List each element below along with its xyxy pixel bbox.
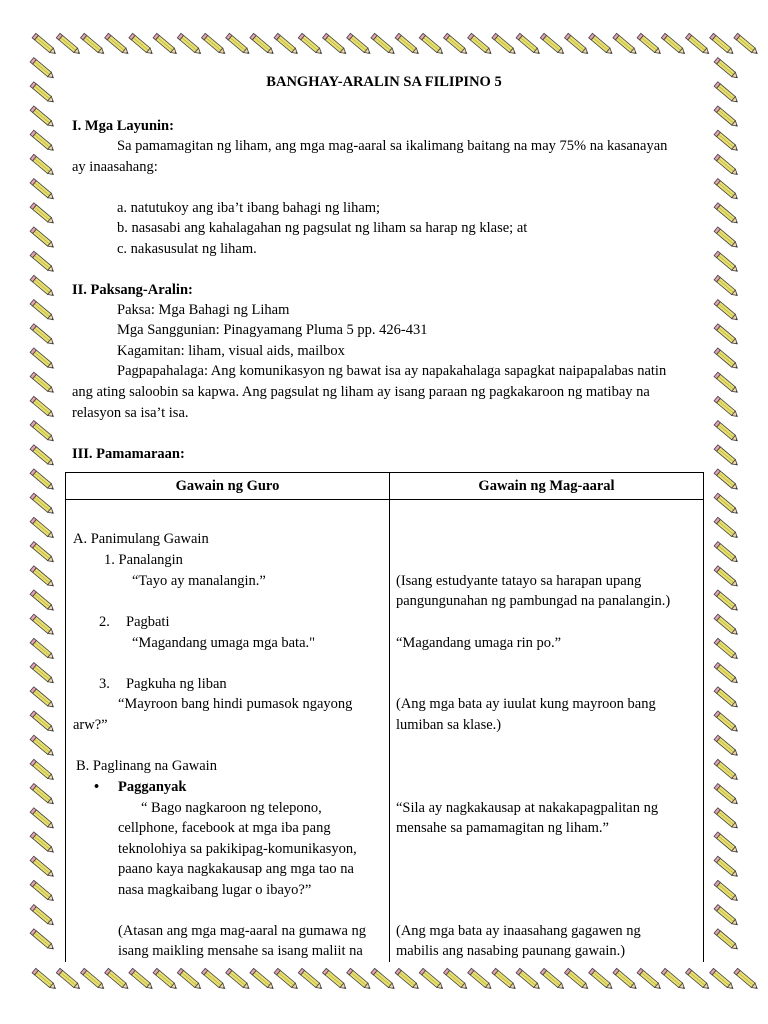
objective-c: c. nakasusulat ng liham. [117, 241, 257, 257]
paglinang-heading: B. Paglinang na Gawain [76, 758, 217, 774]
pagganyak-line4: paano kaya nagkakausap ang mga tao na [118, 861, 354, 877]
objective-b: b. nasasabi ang kahalagahan ng pagsulat ng liham sa harap ng klase; at [117, 220, 528, 236]
column-header-guro: Gawain ng Guro [66, 473, 390, 500]
atas-line2: isang maikling mensahe sa isang maliit na [118, 943, 363, 959]
atas-line1: (Atasan ang mga mag-aaral na gumawa ng [118, 923, 367, 939]
panalangin-item: 1. Panalangin [104, 552, 183, 568]
panalangin-quote: “Tayo ay manalangin.” [132, 573, 266, 589]
guro-cell [66, 500, 390, 963]
response5-line2: mabilis ang nasabing paunang gawain.) [396, 943, 626, 959]
column-header-magaaral: Gawain ng Mag-aaral [390, 473, 704, 500]
response3-line2: lumiban sa klase.) [396, 717, 502, 733]
panimulang-gawain-heading: A. Panimulang Gawain [73, 531, 209, 547]
response5-line1: (Ang mga bata ay inaasahang gagawen ng [396, 923, 641, 939]
response4-line2: mensahe sa pamamagitan ng liham.” [396, 820, 609, 836]
document-title: BANGHAY-ARALIN SA FILIPINO 5 [266, 74, 502, 90]
pagkuha-number: 3. [99, 676, 110, 692]
pagkuha-item: Pagkuha ng liban [126, 676, 227, 692]
objectives-intro-line1: Sa pamamagitan ng liham, ang mga mag-aaral sa ikalimang baitang na may 75% na kasanayan [117, 138, 668, 154]
response4-line1: “Sila ay nagkakausap at nakakapagpalitan ng [396, 800, 659, 816]
bullet-marker: • [94, 779, 100, 795]
response3-line1: (Ang mga bata ay iuulat kung mayroon bang [396, 696, 656, 712]
pagganyak-label: Pagganyak [118, 779, 187, 795]
response2: “Magandang umaga rin po.” [396, 635, 562, 651]
pagkuha-quote-line2: arw?” [73, 717, 108, 733]
pagganyak-line5: nasa magkaibang lugar o ibayo?” [118, 882, 312, 898]
pagbati-number: 2. [99, 614, 110, 630]
section3-heading: III. Pamamaraan: [72, 446, 185, 462]
response1-line2: pangungunahan ng pambungad na panalangin.) [396, 593, 671, 609]
pagpapahalaga-line2: ang ating saloobin sa kapwa. Ang pagsulat ng liham ay isang paraan ng pagkakaroon ng matibay na [72, 384, 650, 400]
pagkuha-quote-line1: “Mayroon bang hindi pumasok ngayong [118, 696, 353, 712]
pagbati-quote: “Magandang umaga mga bata." [132, 635, 316, 651]
objectives-intro-line2: ay inaasahang: [72, 159, 158, 175]
response1-line1: (Isang estudyante tatayo sa harapan upang [396, 573, 642, 589]
magaaral-cell [390, 500, 704, 963]
pagpapahalaga-line3: relasyon sa isa’t isa. [72, 405, 189, 421]
sanggunian-line: Mga Sanggunian: Pinagyamang Pluma 5 pp. 426-431 [117, 322, 428, 338]
pagganyak-line1: “ Bago nagkaroon ng telepono, [141, 800, 322, 816]
section1-heading: I. Mga Layunin: [72, 118, 174, 134]
pagpapahalaga-line1: Pagpapahalaga: Ang komunikasyon ng bawat isa ay napakahalaga sapagkat naipapalabas natin [117, 363, 667, 379]
kagamitan-line: Kagamitan: liham, visual aids, mailbox [117, 343, 345, 359]
objective-a: a. natutukoy ang iba’t ibang bahagi ng liham; [117, 200, 381, 216]
pagganyak-line3: teknolohiya sa pakikipag-komunikasyon, [118, 841, 357, 857]
pagganyak-line2: cellphone, facebook at mga iba pang [118, 820, 331, 836]
procedure-table [65, 472, 704, 962]
paksa-line: Paksa: Mga Bahagi ng Liham [117, 302, 290, 318]
section2-heading: II. Paksang-Aralin: [72, 282, 193, 298]
pagbati-item: Pagbati [126, 614, 170, 630]
